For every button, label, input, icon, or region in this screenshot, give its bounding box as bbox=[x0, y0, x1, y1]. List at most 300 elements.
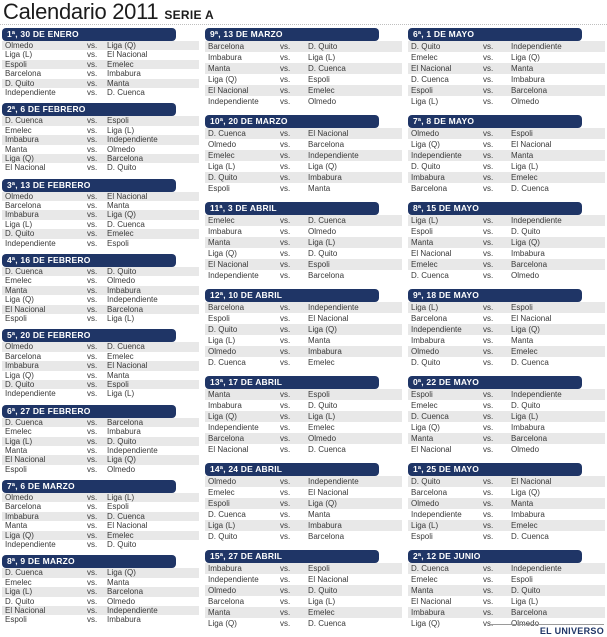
match-row bbox=[2, 578, 199, 587]
away-team: Espoli bbox=[511, 129, 533, 138]
home-team: Manta bbox=[411, 238, 434, 247]
matchday-header: 11ª, 3 DE ABRIL bbox=[205, 202, 379, 215]
matchday-section bbox=[408, 289, 605, 368]
home-team: Imbabura bbox=[208, 53, 242, 62]
matchday-header: 0ª, 22 DE MAYO bbox=[408, 376, 582, 389]
vs-label: vs. bbox=[483, 97, 494, 106]
away-team: El Nacional bbox=[107, 521, 148, 531]
vs-label: vs. bbox=[280, 597, 291, 606]
away-team: Olmedo bbox=[308, 227, 337, 236]
match-row bbox=[2, 286, 199, 295]
away-team: Espoli bbox=[511, 575, 533, 584]
match-row bbox=[2, 305, 199, 314]
home-team: D. Cuenca bbox=[411, 271, 449, 280]
match-row bbox=[205, 444, 402, 455]
matchday-rows bbox=[408, 215, 605, 281]
vs-label: vs. bbox=[87, 69, 98, 79]
home-team: Manta bbox=[208, 64, 231, 73]
vs-label: vs. bbox=[280, 401, 291, 410]
home-team: Olmedo bbox=[5, 41, 34, 50]
vs-label: vs. bbox=[87, 389, 98, 399]
away-team: Liga (Q) bbox=[107, 568, 136, 578]
matchday-section bbox=[408, 115, 605, 194]
matchday-header: 1ª, 25 DE MAYO bbox=[408, 463, 582, 476]
vs-label: vs. bbox=[483, 271, 494, 280]
vs-label: vs. bbox=[280, 53, 291, 62]
away-team: Imbabura bbox=[107, 427, 141, 437]
home-team: Emelec bbox=[411, 401, 438, 410]
home-team: Barcelona bbox=[5, 502, 42, 512]
match-row bbox=[205, 520, 402, 531]
vs-label: vs. bbox=[483, 151, 494, 160]
vs-label: vs. bbox=[280, 619, 291, 628]
page-title: Calendario 2011 bbox=[3, 0, 159, 24]
match-row bbox=[2, 465, 199, 474]
match-row bbox=[205, 85, 402, 96]
matchday-section bbox=[2, 329, 199, 398]
vs-label: vs. bbox=[483, 42, 494, 51]
match-row bbox=[408, 96, 605, 107]
matchday-header: 15ª, 27 DE ABRIL bbox=[205, 550, 379, 563]
matchday-rows bbox=[2, 192, 199, 248]
vs-label: vs. bbox=[280, 314, 291, 323]
home-team: Liga (L) bbox=[411, 216, 439, 225]
home-team: Manta bbox=[5, 521, 28, 531]
vs-label: vs. bbox=[87, 511, 98, 521]
away-team: D. Cuenca bbox=[308, 64, 346, 73]
match-row bbox=[205, 433, 402, 444]
away-team: Barcelona bbox=[308, 532, 345, 541]
vs-label: vs. bbox=[483, 510, 494, 519]
vs-label: vs. bbox=[87, 342, 98, 352]
away-team: D. Cuenca bbox=[308, 445, 346, 454]
matchday-rows bbox=[205, 302, 402, 368]
home-team: D. Quito bbox=[5, 78, 35, 88]
away-team: Independiente bbox=[107, 445, 158, 455]
matchday-header: 14ª, 24 DE ABRIL bbox=[205, 463, 379, 476]
home-team: Imbabura bbox=[5, 210, 39, 220]
home-team: El Nacional bbox=[411, 64, 452, 73]
home-team: Barcelona bbox=[5, 69, 42, 79]
away-team: Olmedo bbox=[511, 97, 540, 106]
away-team: El Nacional bbox=[308, 129, 349, 138]
match-row bbox=[2, 314, 199, 323]
vs-label: vs. bbox=[87, 153, 98, 163]
away-team: Imbabura bbox=[511, 423, 545, 432]
matchday-header: 13ª, 17 DE ABRIL bbox=[205, 376, 379, 389]
match-row bbox=[2, 606, 199, 615]
match-row bbox=[205, 128, 402, 139]
match-row bbox=[2, 521, 199, 530]
home-team: Liga (L) bbox=[5, 50, 33, 60]
away-team: Barcelona bbox=[107, 153, 144, 163]
home-team: Liga (L) bbox=[208, 521, 236, 530]
home-team: Independiente bbox=[5, 389, 56, 399]
away-team: El Nacional bbox=[511, 140, 552, 149]
away-team: Emelec bbox=[308, 86, 335, 95]
away-team: D. Cuenca bbox=[511, 358, 549, 367]
matchday-section bbox=[205, 28, 402, 107]
home-team: Espoli bbox=[208, 314, 230, 323]
vs-label: vs. bbox=[483, 140, 494, 149]
away-team: Manta bbox=[107, 577, 130, 587]
vs-label: vs. bbox=[87, 361, 98, 371]
home-team: Independiente bbox=[5, 540, 56, 550]
home-team: El Nacional bbox=[411, 249, 452, 258]
vs-label: vs. bbox=[280, 140, 291, 149]
match-row bbox=[2, 493, 199, 502]
matchday-rows bbox=[408, 41, 605, 107]
matchday-section bbox=[2, 28, 199, 97]
vs-label: vs. bbox=[280, 303, 291, 312]
away-team: Liga (Q) bbox=[107, 455, 136, 465]
away-team: El Nacional bbox=[308, 575, 349, 584]
home-team: Liga (Q) bbox=[5, 295, 34, 305]
away-team: Liga (Q) bbox=[511, 325, 540, 334]
matchday-section bbox=[205, 463, 402, 542]
vs-label: vs. bbox=[87, 596, 98, 606]
home-team: Olmedo bbox=[208, 347, 237, 356]
away-team: Liga (L) bbox=[308, 597, 336, 606]
vs-label: vs. bbox=[280, 423, 291, 432]
match-row bbox=[408, 150, 605, 161]
home-team: El Nacional bbox=[5, 163, 46, 173]
home-team: Olmedo bbox=[5, 342, 34, 352]
vs-label: vs. bbox=[87, 50, 98, 60]
away-team: D. Quito bbox=[308, 42, 338, 51]
vs-label: vs. bbox=[87, 502, 98, 512]
home-team: D. Quito bbox=[208, 325, 238, 334]
matchday-header: 7ª, 6 DE MARZO bbox=[2, 480, 176, 493]
match-row bbox=[2, 267, 199, 276]
home-team: D. Cuenca bbox=[5, 267, 43, 277]
vs-label: vs. bbox=[280, 499, 291, 508]
vs-label: vs. bbox=[483, 129, 494, 138]
match-row bbox=[408, 226, 605, 237]
match-row bbox=[2, 455, 199, 464]
matchday-rows bbox=[2, 41, 199, 97]
home-team: Independiente bbox=[208, 97, 259, 106]
vs-label: vs. bbox=[87, 313, 98, 323]
away-team: Emelec bbox=[511, 521, 538, 530]
match-row bbox=[2, 50, 199, 59]
match-row bbox=[2, 116, 199, 125]
home-team: Barcelona bbox=[208, 303, 245, 312]
vs-label: vs. bbox=[280, 249, 291, 258]
home-team: Liga (Q) bbox=[5, 153, 34, 163]
home-team: Olmedo bbox=[208, 140, 237, 149]
vs-label: vs. bbox=[87, 219, 98, 229]
matchday-section bbox=[205, 550, 402, 629]
vs-label: vs. bbox=[87, 587, 98, 597]
vs-label: vs. bbox=[280, 412, 291, 421]
home-team: D. Cuenca bbox=[208, 358, 246, 367]
home-team: Independiente bbox=[411, 510, 462, 519]
away-team: Espoli bbox=[107, 502, 129, 512]
home-team: Emelec bbox=[208, 151, 235, 160]
vs-label: vs. bbox=[280, 162, 291, 171]
home-team: El Nacional bbox=[208, 260, 249, 269]
match-row bbox=[2, 276, 199, 285]
home-team: Liga (L) bbox=[5, 219, 33, 229]
match-row bbox=[408, 128, 605, 139]
publisher-credit: EL UNIVERSO bbox=[489, 624, 604, 636]
match-row bbox=[205, 139, 402, 150]
match-row bbox=[408, 248, 605, 259]
home-team: Manta bbox=[5, 445, 28, 455]
vs-label: vs. bbox=[87, 135, 98, 145]
away-team: D. Quito bbox=[511, 586, 541, 595]
vs-label: vs. bbox=[87, 116, 98, 126]
matchday-rows bbox=[205, 215, 402, 281]
match-row bbox=[408, 63, 605, 74]
vs-label: vs. bbox=[483, 260, 494, 269]
match-row bbox=[2, 201, 199, 210]
match-row bbox=[205, 183, 402, 194]
matchday-rows bbox=[408, 389, 605, 455]
vs-label: vs. bbox=[280, 358, 291, 367]
home-team: Espoli bbox=[5, 464, 27, 474]
match-row bbox=[205, 161, 402, 172]
home-team: Imbabura bbox=[411, 336, 445, 345]
match-row bbox=[2, 220, 199, 229]
vs-label: vs. bbox=[483, 325, 494, 334]
home-team: El Nacional bbox=[208, 445, 249, 454]
match-row bbox=[408, 161, 605, 172]
home-team: Liga (L) bbox=[208, 162, 236, 171]
match-row bbox=[2, 380, 199, 389]
match-row bbox=[2, 135, 199, 144]
home-team: D. Cuenca bbox=[208, 510, 246, 519]
home-team: Manta bbox=[5, 285, 28, 295]
matchday-rows bbox=[2, 342, 199, 398]
match-row bbox=[408, 302, 605, 313]
home-team: Liga (L) bbox=[208, 336, 236, 345]
away-team: Barcelona bbox=[511, 86, 548, 95]
matchday-section bbox=[408, 463, 605, 542]
home-team: D. Quito bbox=[411, 162, 441, 171]
match-row bbox=[2, 163, 199, 172]
matchday-rows bbox=[2, 568, 199, 624]
away-team: El Nacional bbox=[308, 488, 349, 497]
vs-label: vs. bbox=[87, 464, 98, 474]
away-team: Manta bbox=[511, 64, 534, 73]
away-team: Liga (Q) bbox=[107, 210, 136, 220]
matchday-rows bbox=[408, 128, 605, 194]
home-team: Imbabura bbox=[411, 608, 445, 617]
vs-label: vs. bbox=[483, 249, 494, 258]
home-team: Emelec bbox=[5, 125, 32, 135]
away-team: Liga (L) bbox=[308, 238, 336, 247]
away-team: D. Cuenca bbox=[308, 619, 346, 628]
match-row bbox=[408, 531, 605, 542]
home-team: Manta bbox=[411, 586, 434, 595]
vs-label: vs. bbox=[280, 271, 291, 280]
away-team: Emelec bbox=[107, 530, 134, 540]
vs-label: vs. bbox=[280, 238, 291, 247]
away-team: Emelec bbox=[308, 608, 335, 617]
vs-label: vs. bbox=[483, 608, 494, 617]
matchday-rows bbox=[408, 302, 605, 368]
home-team: Barcelona bbox=[5, 201, 42, 211]
away-team: Barcelona bbox=[308, 271, 345, 280]
vs-label: vs. bbox=[87, 605, 98, 615]
vs-label: vs. bbox=[280, 488, 291, 497]
match-row bbox=[2, 239, 199, 248]
vs-label: vs. bbox=[483, 336, 494, 345]
away-team: Emelec bbox=[308, 358, 335, 367]
home-team: D. Quito bbox=[411, 358, 441, 367]
matchday-header: 6ª, 27 DE FEBRERO bbox=[2, 405, 176, 418]
vs-label: vs. bbox=[483, 412, 494, 421]
match-row bbox=[205, 270, 402, 281]
match-row bbox=[205, 574, 402, 585]
match-row bbox=[205, 400, 402, 411]
vs-label: vs. bbox=[280, 42, 291, 51]
vs-label: vs. bbox=[483, 477, 494, 486]
match-row bbox=[2, 531, 199, 540]
home-team: Independiente bbox=[411, 151, 462, 160]
vs-label: vs. bbox=[87, 615, 98, 625]
vs-label: vs. bbox=[483, 314, 494, 323]
away-team: D. Quito bbox=[107, 540, 137, 550]
vs-label: vs. bbox=[483, 162, 494, 171]
home-team: Emelec bbox=[411, 575, 438, 584]
vs-label: vs. bbox=[280, 260, 291, 269]
matchday-section bbox=[408, 28, 605, 107]
away-team: Liga (L) bbox=[107, 125, 135, 135]
match-row bbox=[2, 352, 199, 361]
matchday-header: 10ª, 20 DE MARZO bbox=[205, 115, 379, 128]
home-team: Espoli bbox=[208, 499, 230, 508]
calendar-grid bbox=[0, 25, 607, 637]
home-team: El Nacional bbox=[411, 445, 452, 454]
home-team: Independiente bbox=[208, 423, 259, 432]
home-team: Espoli bbox=[208, 184, 230, 193]
vs-label: vs. bbox=[87, 436, 98, 446]
match-row bbox=[205, 498, 402, 509]
away-team: Espoli bbox=[511, 303, 533, 312]
home-team: Imbabura bbox=[208, 564, 242, 573]
away-team: Independiente bbox=[308, 477, 359, 486]
away-team: Barcelona bbox=[107, 304, 144, 314]
match-row bbox=[408, 172, 605, 183]
vs-label: vs. bbox=[280, 184, 291, 193]
match-row bbox=[2, 60, 199, 69]
away-team: El Nacional bbox=[511, 314, 552, 323]
away-team: Liga (L) bbox=[308, 53, 336, 62]
away-team: Liga (L) bbox=[107, 389, 135, 399]
vs-label: vs. bbox=[87, 229, 98, 239]
away-team: Olmedo bbox=[511, 445, 540, 454]
away-team: D. Cuenca bbox=[107, 87, 145, 97]
away-team: Manta bbox=[511, 151, 534, 160]
match-row bbox=[408, 444, 605, 455]
away-team: Espoli bbox=[308, 564, 330, 573]
home-team: D. Quito bbox=[411, 42, 441, 51]
home-team: Manta bbox=[5, 144, 28, 154]
vs-label: vs. bbox=[280, 86, 291, 95]
vs-label: vs. bbox=[483, 75, 494, 84]
away-team: El Nacional bbox=[511, 477, 552, 486]
matchday-header: 9ª, 18 DE MAYO bbox=[408, 289, 582, 302]
home-team: Emelec bbox=[411, 53, 438, 62]
matchday-header: 2ª, 6 DE FEBRERO bbox=[2, 103, 176, 116]
vs-label: vs. bbox=[87, 427, 98, 437]
away-team: Barcelona bbox=[511, 434, 548, 443]
matchday-rows bbox=[205, 389, 402, 455]
home-team: Barcelona bbox=[208, 434, 245, 443]
home-team: D. Cuenca bbox=[5, 116, 43, 126]
vs-label: vs. bbox=[87, 163, 98, 173]
away-team: D. Cuenca bbox=[107, 511, 145, 521]
away-team: D. Cuenca bbox=[511, 184, 549, 193]
match-row bbox=[2, 437, 199, 446]
away-team: D. Cuenca bbox=[107, 342, 145, 352]
matchday-header: 6ª, 1 DE MAYO bbox=[408, 28, 582, 41]
vs-label: vs. bbox=[483, 488, 494, 497]
matchday-header: 4ª, 16 DE FEBRERO bbox=[2, 254, 176, 267]
match-row bbox=[205, 411, 402, 422]
home-team: Espoli bbox=[411, 86, 433, 95]
match-row bbox=[205, 596, 402, 607]
away-team: Olmedo bbox=[107, 596, 136, 606]
vs-label: vs. bbox=[280, 75, 291, 84]
home-team: Emelec bbox=[5, 577, 32, 587]
home-team: D. Quito bbox=[208, 532, 238, 541]
home-team: Manta bbox=[208, 390, 231, 399]
away-team: Espoli bbox=[308, 75, 330, 84]
away-team: El Nacional bbox=[308, 314, 349, 323]
match-row bbox=[205, 509, 402, 520]
vs-label: vs. bbox=[87, 379, 98, 389]
home-team: Manta bbox=[208, 608, 231, 617]
away-team: Espoli bbox=[308, 390, 330, 399]
home-team: El Nacional bbox=[5, 304, 46, 314]
away-team: Imbabura bbox=[511, 75, 545, 84]
home-team: Liga (L) bbox=[411, 303, 439, 312]
home-team: D. Cuenca bbox=[411, 412, 449, 421]
away-team: Liga (Q) bbox=[107, 41, 136, 50]
matchday-rows bbox=[205, 41, 402, 107]
match-row bbox=[205, 96, 402, 107]
home-team: Independiente bbox=[208, 271, 259, 280]
match-row bbox=[205, 346, 402, 357]
home-team: Emelec bbox=[5, 276, 32, 286]
match-row bbox=[205, 150, 402, 161]
home-team: Manta bbox=[411, 434, 434, 443]
home-team: Liga (Q) bbox=[411, 619, 440, 628]
matchday-header: 12ª, 10 DE ABRIL bbox=[205, 289, 379, 302]
match-row bbox=[408, 607, 605, 618]
vs-label: vs. bbox=[483, 434, 494, 443]
away-team: Emelec bbox=[107, 229, 134, 239]
home-team: Barcelona bbox=[208, 42, 245, 51]
home-team: D. Quito bbox=[208, 173, 238, 182]
vs-label: vs. bbox=[280, 64, 291, 73]
matchday-header: 1ª, 30 DE ENERO bbox=[2, 28, 176, 41]
vs-label: vs. bbox=[87, 144, 98, 154]
vs-label: vs. bbox=[280, 575, 291, 584]
away-team: Imbabura bbox=[308, 173, 342, 182]
home-team: Olmedo bbox=[411, 129, 440, 138]
home-team: Independiente bbox=[411, 325, 462, 334]
matchday-header: 8ª, 9 DE MARZO bbox=[2, 555, 176, 568]
match-row bbox=[2, 41, 199, 50]
away-team: Independiente bbox=[511, 390, 562, 399]
match-row bbox=[408, 52, 605, 63]
match-row bbox=[2, 342, 199, 351]
